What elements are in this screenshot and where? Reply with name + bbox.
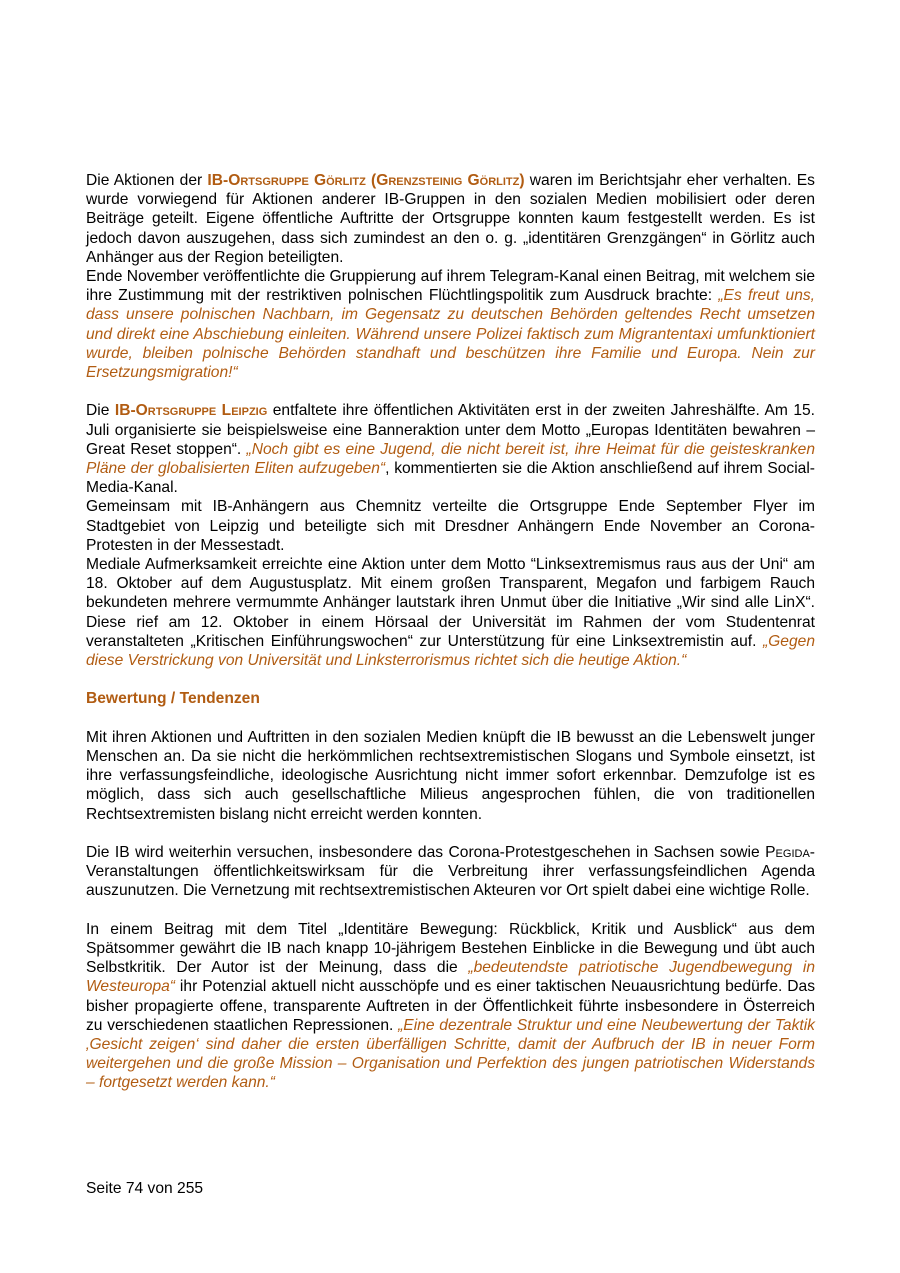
section-heading: Bewertung / Tendenzen [86, 690, 260, 708]
paragraph-chemnitz: Gemeinsam mit IB-Anhängern aus Chemnitz verteilte die Ortsgruppe Ende September Flyer im Stadtgebiet von Leipzig und beteiligte sich mit Dresdner Anhängern Ende November an Corona-Protesten in der Messestadt. [86, 498, 815, 554]
paragraph-review: In einem Beitrag mit dem Titel „Identitäre Bewegung: Rückblick, Kritik und Ausblick“ aus dem Spätsommer gewährt die IB nach knapp 10-jährigem Bestehen Einblicke in die Bewegung und übt auch Selbstkritik. Der Autor ist der Meinung, dass die „bedeutendste patriotische Jugendbewegung in Westeuropa“ ihr Potenzial aktuell nicht ausschöpfe und es einer taktischen Neuausrichtung bedürfe. Das bisher propagierte offene, transparente Auftreten in der Öffentlichkeit führte insbesondere in Österreich zu verschiedenen staatlichen Repressionen. „Eine dezentrale Struktur und eine Neubewertung der Taktik ‚Gesicht zeigen‘ sind daher die ersten überfälligen Schritte, damit der Aufbruch der IB in neuer Form weitergehen und die große Mission – Organisation und Perfektion des jungen patriotischen Widerstands – fortgesetzt werden kann.“ [86, 920, 815, 1092]
paragraph-assessment: Mit ihren Aktionen und Auftritten in den sozialen Medien knüpft die IB bewusst an die Lebenswelt junger Menschen an. Da sie nicht die herkömmlichen rechtsextremistischen Slogans und Symbole einsetzt, ist ihre verfassungsfeindliche, ideologische Ausrichtung nicht immer sofort erkennbar. Demzufolge ist es möglich, dass sich auch gesellschaftliche Milieus angesprochen fühlen, die von traditionellen Rechtsextremisten bislang nicht erreicht werden konnten. [86, 728, 815, 823]
quote-youth-movement: „bedeutendste patriotische Jugendbewegung in Westeuropa“ [86, 959, 815, 996]
pegida-name: Pegida [765, 844, 810, 862]
quote-uni-action: „Gegen diese Verstrickung von Universität und Linksterrorismus richtet sich die heutige Aktion.“ [86, 632, 815, 670]
document-body [86, 171, 815, 1093]
paragraph-leipzig: Die IB-Ortsgruppe Leipzig entfaltete ihre öffentlichen Aktivitäten erst in der zweiten Jahreshälfte. Am 15. Juli organisierte sie beispielsweise eine Banneraktion unter dem Motto „Europas Identitäten bewahren – Great Reset stoppen“. „Noch gibt es eine Jugend, die nicht bereit ist, ihre Heimat für die geisteskranken Pläne der globalisierten Eliten aufzugeben“, kommentierten sie die Aktion anschließend auf ihrem Social-Media-Kanal. [86, 402, 816, 497]
org-name-goerlitz: IB-Ortsgruppe Görlitz (Grenzsteinig Görlitz) [207, 172, 525, 189]
paragraph-telegram: Ende November veröffentlichte die Gruppierung auf ihrem Telegram-Kanal einen Beitrag, mit welchem sie ihre Zustimmung mit der restriktiven polnischen Flüchtlingspolitik zum Ausdruck brachte: „Es freut uns, dass unsere polnischen Nachbarn, im Gegensatz zu deutschen Behörden geltendes Recht umsetzen und direkt eine Abschiebung einleiten. Während unsere Polizei faktisch zum Migrantentaxi umfunktioniert wurde, bleiben polnische Behörden standhaft und beschützen ihre Familie und Europa. Nein zur Ersetzungsmigration!“ [86, 268, 815, 382]
quote-telegram: „Es freut uns, dass unsere polnischen Nachbarn, im Gegensatz zu deutschen Behörden geltendes Recht umsetzen und direkt eine Abschiebung einleiten. Während unsere Polizei faktisch zum Migrantentaxi umfunktioniert wurde, bleiben polnische Behörden standhaft und beschützen ihre Familie und Europa. Nein zur Ersetzungsmigration!“ [86, 287, 815, 382]
paragraph-goerlitz: Die Aktionen der IB-Ortsgruppe Görlitz (Grenzsteinig Görlitz) waren im Berichtsjahr eher verhalten. Es wurde vorwiegend für Aktionen anderer IB-Gruppen in den sozialen Medien mobilisiert oder deren Beiträge geteilt. Eigene öffentliche Auftritte der Ortsgruppe konnten kaum festgestellt werden. Es ist jedoch davon auszugehen, dass sich zumindest an den o. g. „identitären Grenzgängen“ in Görlitz auch Anhänger aus der Region beteiligten. [86, 172, 815, 266]
paragraph-uni-action: Mediale Aufmerksamkeit erreichte eine Aktion unter dem Motto “Linksextremismus raus aus der Uni“ am 18. Oktober auf dem Augustusplatz. Mit einem großen Transparent, Megafon und farbigem Rauch bekundeten mehrere vermummte Anhänger lautstark ihren Unmut über die Initiative „Wir sind alle LinX“. Diese rief am 12. Oktober in einem Hörsaal der Universität im Rahmen der vom Studentenrat veranstalteten „Kritischen Einführungswochen“ zur Unterstützung für eine Linksextremistin auf. „Gegen diese Verstrickung von Universität und Linksterrorismus richtet sich die heutige Aktion.“ [86, 556, 815, 670]
quote-new-tactics: „Eine dezentrale Struktur und eine Neubewertung der Taktik ‚Gesicht zeigen‘ sind daher die ersten überfälligen Schritte, damit der Aufbruch der IB in neuer Form weitergehen und die große Mission – Organisation und Perfektion des jungen patriotischen Widerstands – fortgesetzt werden kann.“ [86, 1016, 815, 1092]
org-name-leipzig: IB-Ortsgruppe Leipzig [114, 402, 268, 420]
paragraph-corona-protests: Die IB wird weiterhin versuchen, insbesondere das Corona-Protestgeschehen in Sachsen sowie Pegida-Veranstaltungen öffentlichkeitswirksam für die Verbreitung ihrer verfassungsfeindlichen Agenda auszunutzen. Die Vernetzung mit rechtsextremistischen Akteuren vor Ort spielt dabei eine wichtige Rolle. [86, 844, 815, 900]
quote-leipzig: „Noch gibt es eine Jugend, die nicht bereit ist, ihre Heimat für die geisteskranken Pläne der globalisierten Eliten aufzugeben“ [86, 440, 815, 478]
page-number: Seite 74 von 255 [86, 1180, 204, 1197]
